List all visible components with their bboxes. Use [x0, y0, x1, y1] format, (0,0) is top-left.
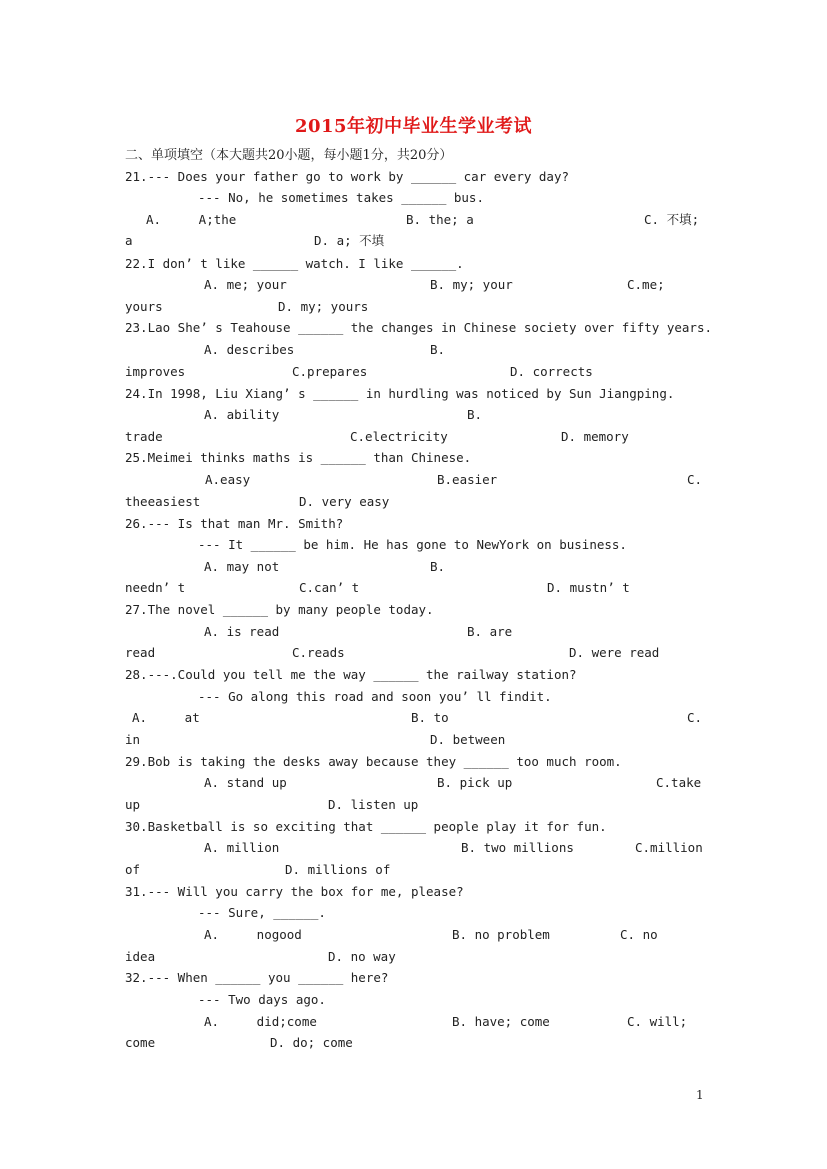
q25-option-a: A.easy — [205, 472, 251, 487]
q32-option-b: B. have; come — [452, 1014, 550, 1029]
q23-option-b: B. — [430, 342, 446, 357]
q29-option-c: C.take — [656, 775, 702, 790]
q23-stem: 23.Lao She’ s Teahouse ______ the changes in Chinese society over fifty years. — [125, 320, 712, 335]
q32-option-d: D. do; come — [270, 1035, 353, 1050]
q29-option-b: B. pick up — [437, 775, 513, 790]
page-number: 1 — [696, 1088, 704, 1102]
q28-option-c-cont: in — [125, 732, 141, 747]
q22-option-c-cont: yours — [125, 299, 163, 314]
q24-option-c: C.electricity — [350, 429, 448, 444]
q21-option-c: C. 不填; — [644, 212, 700, 227]
q28-reply: --- Go along this road and soon you’ ll findit. — [198, 689, 552, 704]
q29-option-a: A. stand up — [204, 775, 287, 790]
q26-option-a: A. may not — [204, 559, 280, 574]
q21-option-b: B. the; a — [406, 212, 474, 227]
q29-option-d: D. listen up — [328, 797, 419, 812]
q27-option-d: D. were read — [569, 645, 660, 660]
q25-option-c: C. — [687, 472, 703, 487]
q23-option-d: D. corrects — [510, 364, 593, 379]
q21-option-a: A. A;the — [146, 212, 237, 227]
q25-stem: 25.Meimei thinks maths is ______ than Chinese. — [125, 450, 472, 465]
q30-option-c-cont: of — [125, 862, 141, 877]
q22-option-b: B. my; your — [430, 277, 513, 292]
q24-option-d: D. memory — [561, 429, 629, 444]
q24-option-b: B. — [467, 407, 483, 422]
q29-stem: 29.Bob is taking the desks away because they ______ too much room. — [125, 754, 622, 769]
q22-stem: 22.I don’ t like ______ watch. I like ______. — [125, 256, 464, 271]
q31-option-c: C. no — [620, 927, 658, 942]
q23-option-b-cont: improves — [125, 364, 186, 379]
q32-stem: 32.--- When ______ you ______ here? — [125, 970, 389, 985]
q21-option-d: D. a; 不填 — [314, 233, 385, 248]
q32-option-c-cont: come — [125, 1035, 156, 1050]
q22-option-a: A. me; your — [204, 277, 287, 292]
q28-option-c: C. — [687, 710, 703, 725]
q28-option-d: D. between — [430, 732, 506, 747]
q26-option-d: D. mustn’ t — [547, 580, 630, 595]
q31-option-b: B. no problem — [452, 927, 550, 942]
q24-option-b-cont: trade — [125, 429, 163, 444]
q25-option-b: B.easier — [437, 472, 498, 487]
q31-reply: --- Sure, ______. — [198, 905, 326, 920]
q29-option-c-cont: up — [125, 797, 141, 812]
q25-option-c-cont: theeasiest — [125, 494, 201, 509]
q27-option-c: C.reads — [292, 645, 345, 660]
q21-stem: 21.--- Does your father go to work by ______ car every day? — [125, 169, 570, 184]
q21-reply: --- No, he sometimes takes ______ bus. — [198, 190, 484, 205]
q26-option-c: C.can’ t — [299, 580, 360, 595]
q24-option-a: A. ability — [204, 407, 280, 422]
q26-stem: 26.--- Is that man Mr. Smith? — [125, 516, 344, 531]
q28-stem: 28.---.Could you tell me the way ______ the railway station? — [125, 667, 577, 682]
section-heading: 二、单项填空（本大题共20小题，每小题1分，共20分） — [125, 148, 453, 163]
q27-option-b: B. are — [467, 624, 513, 639]
q23-option-c: C.prepares — [292, 364, 368, 379]
q27-option-b-cont: read — [125, 645, 156, 660]
q30-option-d: D. millions of — [285, 862, 391, 877]
q31-stem: 31.--- Will you carry the box for me, please? — [125, 884, 464, 899]
q31-option-d: D. no way — [328, 949, 396, 964]
q23-option-a: A. describes — [204, 342, 295, 357]
q32-option-a: A. did;come — [204, 1014, 317, 1029]
q32-reply: --- Two days ago. — [198, 992, 326, 1007]
q27-stem: 27.The novel ______ by many people today. — [125, 602, 434, 617]
q26-option-b: B. — [430, 559, 446, 574]
q31-option-c-cont: idea — [125, 949, 156, 964]
q27-option-a: A. is read — [204, 624, 280, 639]
q28-option-b: B. to — [411, 710, 449, 725]
q21-option-c-cont: a — [125, 233, 133, 248]
q26-reply: --- It ______ be him. He has gone to NewYork on business. — [198, 537, 627, 552]
q25-option-d: D. very easy — [299, 494, 390, 509]
q22-option-d: D. my; yours — [278, 299, 369, 314]
q30-stem: 30.Basketball is so exciting that ______ people play it for fun. — [125, 819, 607, 834]
page-title: 2015年初中毕业生学业考试 — [294, 116, 533, 137]
q26-option-b-cont: needn’ t — [125, 580, 186, 595]
q32-option-c: C. will; — [627, 1014, 688, 1029]
q30-option-a: A. million — [204, 840, 280, 855]
q28-option-a: A. at — [132, 710, 200, 725]
q30-option-b: B. two millions — [461, 840, 574, 855]
q22-option-c: C.me; — [627, 277, 665, 292]
q24-stem: 24.In 1998, Liu Xiang’ s ______ in hurdling was noticed by Sun Jiangping. — [125, 386, 675, 401]
q30-option-c: C.million — [635, 840, 703, 855]
q31-option-a: A. nogood — [204, 927, 302, 942]
